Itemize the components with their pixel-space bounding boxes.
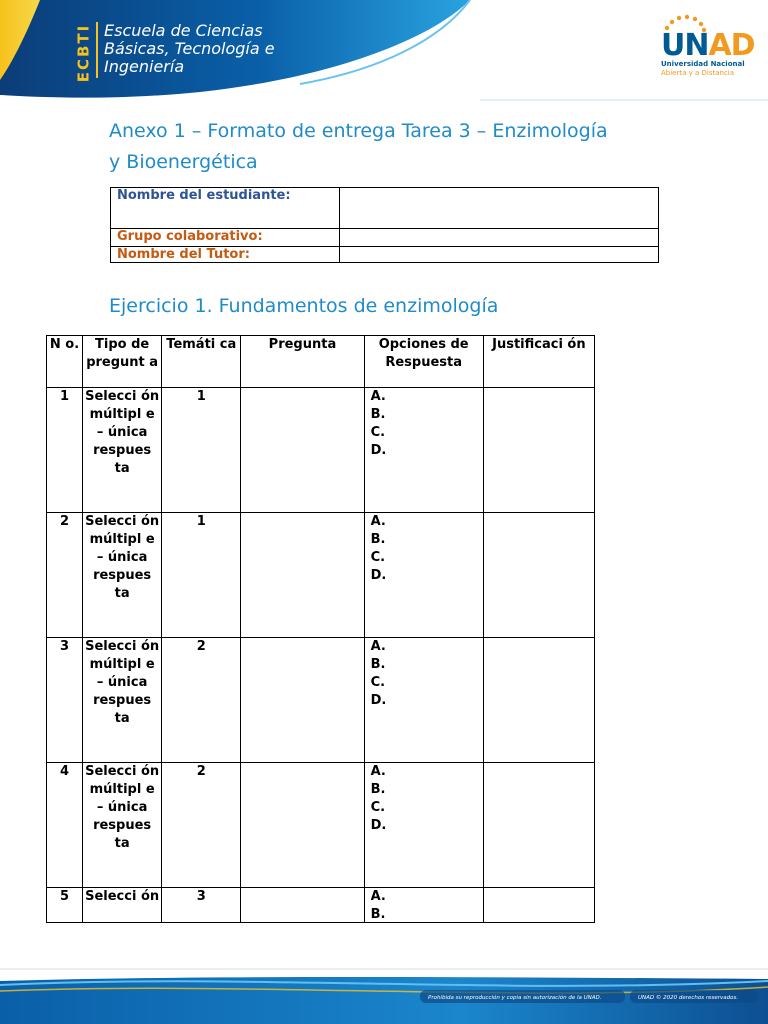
cell-tipo: Selecci ón múltipl e – única respues ta: [83, 638, 162, 763]
unad-logo: [655, 14, 755, 84]
table-row: [47, 513, 595, 638]
option-a: A.: [370, 764, 386, 779]
logo-subtitle-2: Abierta y a Distancia: [661, 69, 735, 77]
ecbti-divider: [96, 22, 98, 78]
cell-no: 5: [47, 888, 83, 923]
option-a: A.: [370, 389, 386, 404]
header-justificacion: Justificaci ón: [483, 336, 594, 388]
cell-opciones[interactable]: [364, 513, 483, 638]
logo-subtitle-1: Universidad Nacional: [661, 60, 745, 68]
group-label: Grupo colaborativo:: [111, 229, 340, 247]
school-name-line2: Básicas, Tecnología e: [104, 39, 275, 58]
option-b: B.: [370, 657, 386, 672]
group-value-field[interactable]: [340, 229, 659, 247]
option-a: A.: [370, 889, 386, 904]
questions-table: [46, 335, 595, 923]
table-row: [47, 763, 595, 888]
footer-banner: [0, 965, 768, 1024]
option-d: D.: [370, 568, 387, 583]
option-d: D.: [370, 818, 387, 833]
cell-no: 3: [47, 638, 83, 763]
option-b: B.: [370, 407, 386, 422]
table-row: [47, 388, 595, 513]
option-b: B.: [370, 782, 386, 797]
ecbti-acronym: ECBTI: [74, 23, 93, 83]
cell-tipo: Selecci ón múltipl e – única respues ta: [83, 513, 162, 638]
option-d: D.: [370, 693, 387, 708]
logo-wordmark: UNAD: [661, 28, 755, 63]
cell-tipo: Selecci ón múltipl e – única respues ta: [83, 763, 162, 888]
tutor-value-field[interactable]: [340, 247, 659, 263]
document-title-line2: y Bioenergética: [109, 151, 258, 173]
cell-justificacion[interactable]: [483, 763, 594, 888]
footer-notice: Prohibida su reproducción y copia sin autorización de la UNAD.: [428, 995, 602, 1001]
header-no: N o.: [47, 336, 83, 388]
school-name-line1: Escuela de Ciencias: [104, 21, 263, 40]
tutor-row: [111, 247, 659, 263]
option-a: A.: [370, 639, 386, 654]
cell-justificacion[interactable]: [483, 638, 594, 763]
document-title-line1: Anexo 1 – Formato de entrega Tarea 3 – Enzimología: [109, 120, 608, 142]
cell-pregunta[interactable]: [241, 513, 364, 638]
cell-tematica: 1: [162, 388, 241, 513]
cell-justificacion[interactable]: [483, 513, 594, 638]
cell-tipo: Selecci ón: [83, 888, 162, 923]
option-b: B.: [370, 907, 386, 922]
option-c: C.: [370, 425, 386, 440]
header-banner: [0, 0, 768, 115]
option-c: C.: [370, 675, 386, 690]
exercise-title: Ejercicio 1. Fundamentos de enzimología: [109, 295, 499, 317]
student-value-field[interactable]: [340, 188, 659, 229]
cell-pregunta[interactable]: [241, 388, 364, 513]
header-tipo: Tipo de pregunt a: [83, 336, 162, 388]
table-header-row: [47, 336, 595, 388]
cell-justificacion[interactable]: [483, 388, 594, 513]
cell-no: 1: [47, 388, 83, 513]
cell-no: 2: [47, 513, 83, 638]
cell-tematica: 3: [162, 888, 241, 923]
cell-opciones[interactable]: [364, 638, 483, 763]
cell-tematica: 2: [162, 638, 241, 763]
cell-pregunta[interactable]: [241, 763, 364, 888]
header-opciones: Opciones de Respuesta: [364, 336, 483, 388]
school-name: [104, 22, 275, 76]
cell-tipo: Selecci ón múltipl e – única respues ta: [83, 388, 162, 513]
option-d: D.: [370, 443, 387, 458]
header-pregunta: Pregunta: [241, 336, 364, 388]
footer-copyright: UNAD © 2020 derechos reservados.: [638, 995, 739, 1001]
student-row: [111, 188, 659, 229]
cell-pregunta[interactable]: [241, 638, 364, 763]
table-row: [47, 638, 595, 763]
option-a: A.: [370, 514, 386, 529]
option-b: B.: [370, 532, 386, 547]
cell-opciones[interactable]: [364, 763, 483, 888]
cell-pregunta[interactable]: [241, 888, 364, 923]
option-c: C.: [370, 800, 386, 815]
table-row: [47, 888, 595, 923]
cell-opciones[interactable]: [364, 888, 483, 923]
cell-no: 4: [47, 763, 83, 888]
cell-justificacion[interactable]: [483, 888, 594, 923]
cell-tematica: 2: [162, 763, 241, 888]
student-label: Nombre del estudiante:: [111, 188, 340, 229]
group-row: [111, 229, 659, 247]
tutor-label: Nombre del Tutor:: [111, 247, 340, 263]
cell-tematica: 1: [162, 513, 241, 638]
document-title: [109, 116, 689, 178]
header-tematica: Temáti ca: [162, 336, 241, 388]
school-name-line3: Ingeniería: [104, 57, 185, 76]
student-info-table: [110, 187, 659, 263]
cell-opciones[interactable]: [364, 388, 483, 513]
option-c: C.: [370, 550, 386, 565]
